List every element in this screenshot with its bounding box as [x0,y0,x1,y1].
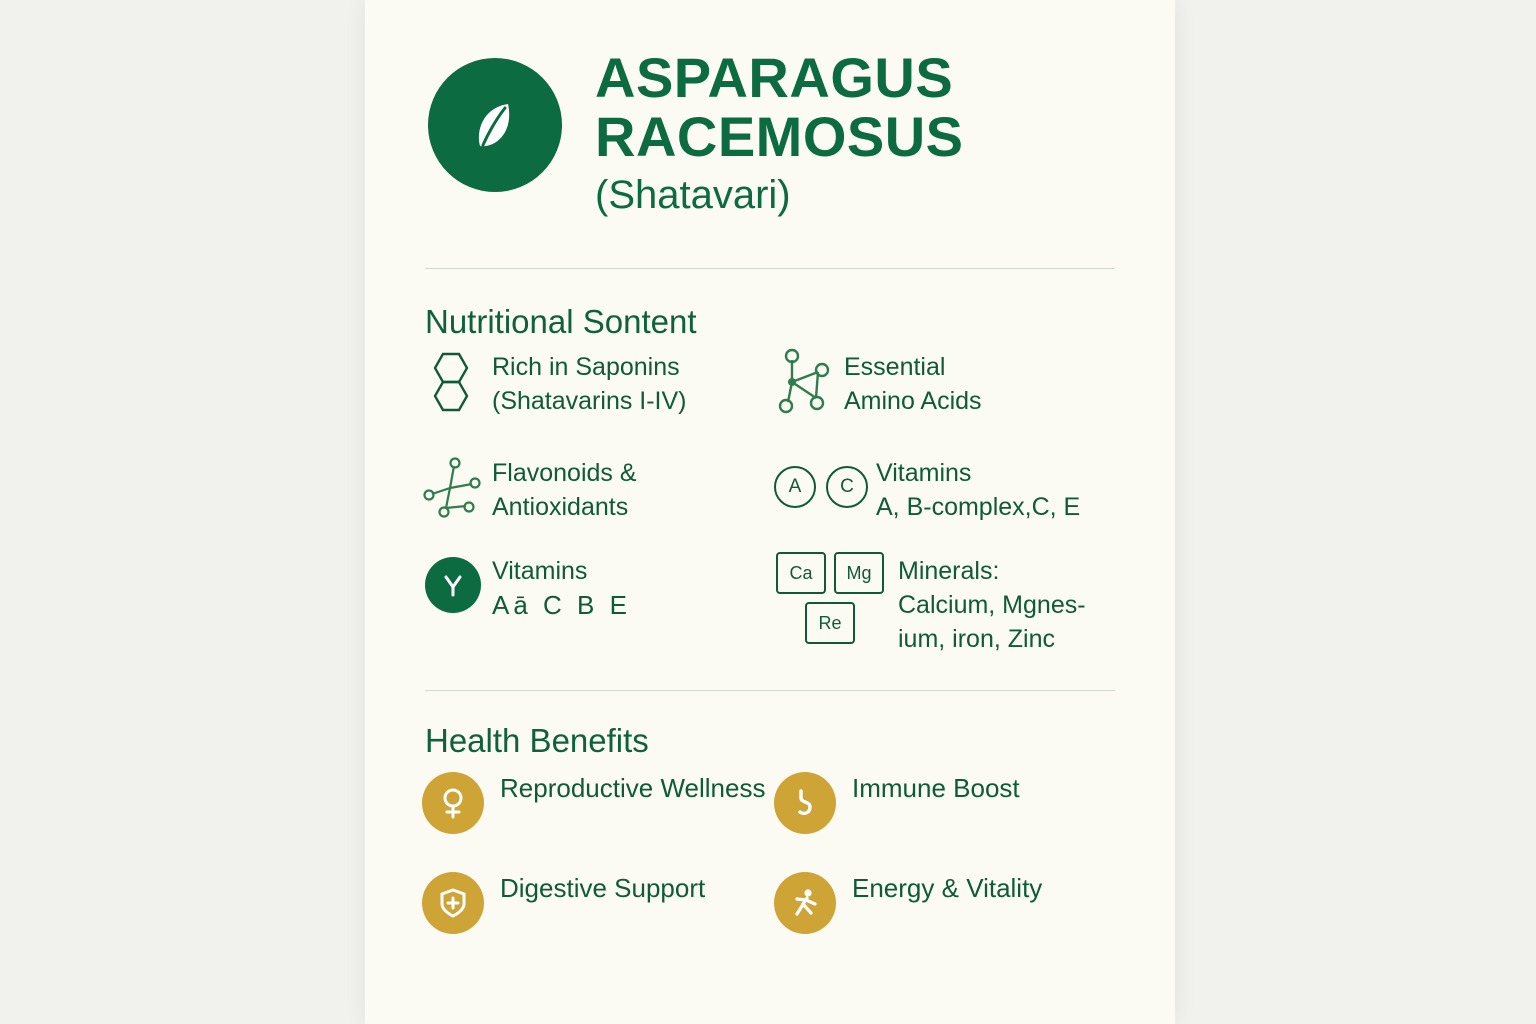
benefit-item-line2: Boost [953,773,1020,803]
poster-sheet [365,0,1175,1024]
poster-subtitle: (Shatavari) [595,173,791,217]
nutrition-item-text [492,552,631,622]
title-block [595,48,1135,217]
benefit-item-energy-vitality [772,870,1122,936]
benefits-heading: Health Benefits [425,722,649,759]
benefit-item-line2: Wellness [660,773,766,803]
benefits-grid [420,770,1120,970]
nutrition-item-vitamins-ac [772,454,1122,524]
nutrition-item-text [844,348,982,418]
benefit-item-text [852,770,1020,806]
benefit-item-line1: Immune [852,773,946,803]
benefit-item-line2: Support [614,873,706,903]
benefit-item-text [500,870,705,906]
nutrition-heading: Nutritional Sontent [425,303,697,340]
nutrition-item-line2: (Shatavarins I-IV) [492,387,687,415]
nutrition-item-minerals [772,552,1122,656]
benefit-item-reproductive-wellness [420,770,770,836]
divider-top [425,268,1115,269]
benefit-item-text [852,870,1042,906]
benefit-item-digestive-support [420,870,770,936]
nutrition-item-line2: Amino Acids [844,387,982,415]
vitamin-circles-icon [772,454,876,520]
venus-symbol-icon [420,770,486,836]
hexagon-rings-icon [420,348,486,414]
nutrition-item-line2: Calcium, Mgnes- [898,591,1086,619]
nutrition-item-line2: Antioxidants [492,493,629,521]
leaf-icon [428,58,562,192]
nutrition-item-line2: A, B-complex,C, E [876,493,1081,521]
flavonoid-molecule-icon [420,454,486,520]
benefit-item-line1: Digestive [500,873,607,903]
nutrition-item-line3: ium, iron, Zinc [898,625,1055,653]
poster-header [425,48,1125,248]
running-person-icon [772,870,838,936]
nutrition-item-flavonoids [420,454,770,524]
divider-bottom [425,690,1115,691]
mineral-box-mg: Mg [834,552,884,594]
poster-title-line2: RACEMOSUS [595,105,964,168]
nutrition-item-text [876,454,1080,524]
mineral-box-ca: Ca [776,552,826,594]
benefit-item-line2: & Vitality [941,873,1043,903]
nutrition-item-text [898,552,1086,656]
mineral-boxes-icon [772,552,888,644]
shield-plus-icon [420,870,486,936]
mineral-box-re: Re [805,602,855,644]
vitamin-badge-icon [420,552,486,618]
vitamin-circle-a: A [774,466,816,508]
nutrition-item-text [492,348,687,418]
nutrition-item-amino-acids [772,348,1122,418]
nutrition-item-saponins [420,348,770,418]
nutrition-item-line1: Rich in Saponins [492,353,680,381]
benefit-item-line1: Reproductive [500,773,654,803]
nutrition-item-line1: Vitamins [492,557,588,585]
poster-title-line1: ASPARAGUS [595,46,954,109]
nutrition-grid [420,348,1120,672]
vitamin-circle-c: C [826,466,868,508]
benefit-item-line1: Energy [852,873,935,903]
molecule-node-icon [772,348,838,414]
nutrition-item-line2: Aā C B E [492,590,631,620]
benefit-item-text [500,770,765,806]
nutrition-item-line1: Vitamins [876,459,972,487]
benefit-item-immune-boost [772,770,1122,836]
nutrition-item-text [492,454,637,524]
stomach-icon [772,770,838,836]
nutrition-item-line1: Flavonoids & [492,459,637,487]
nutrition-item-line1: Essential [844,353,946,381]
nutrition-item-line1: Minerals: [898,557,1000,585]
nutrition-item-vitamins [420,552,770,622]
